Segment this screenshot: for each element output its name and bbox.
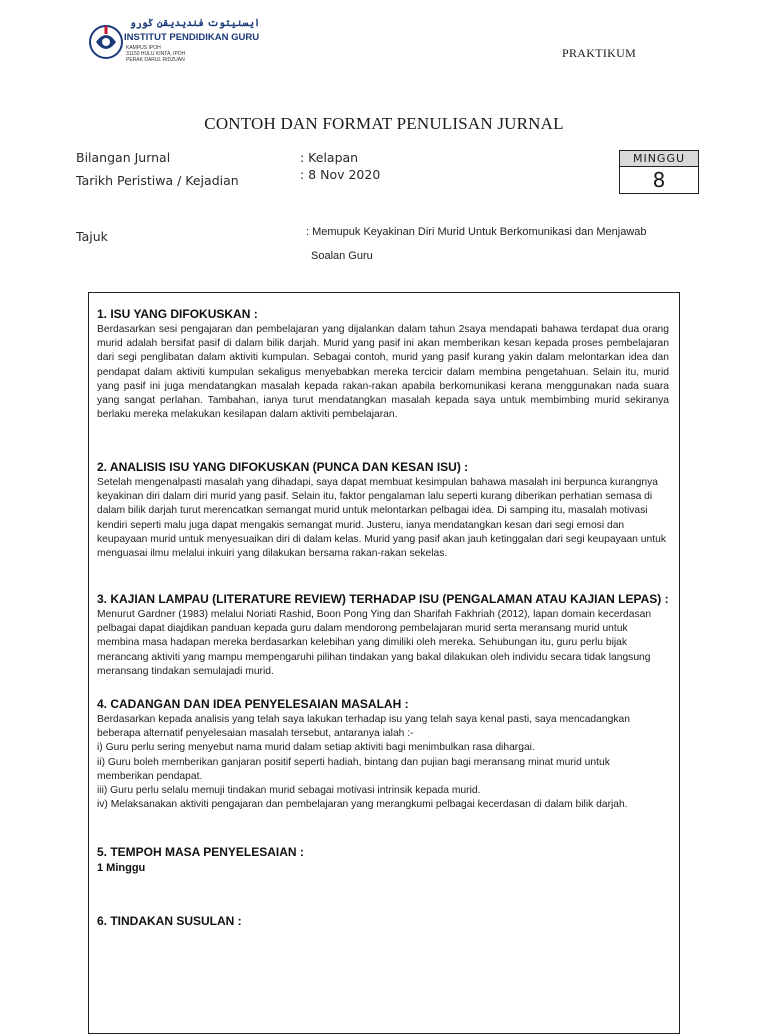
section-heading: 1. ISU YANG DIFOKUSKAN : (97, 307, 258, 321)
tajuk-label: Tajuk (76, 229, 108, 244)
section-body: Menurut Gardner (1983) melalui Noriati Rashid, Boon Pong Ying dan Sharifah Fakhriah (2012), lapan domain kecerdasan pelbagai dapat diajdikan panduan kepada guru dalam mendorong pembelajaran murid serta meransang murid untuk membina masa hadapan mereka berdasarkan kelebihan yang dimiliki oleh mereka. Sehubungan itu, guru perlu bijak merancang aktiviti yang mampu mempengaruhi pilihan tindakan yang bakal dilakukan oleh individu secara tidak langsung meransang tindakan semulajadi murid. (97, 609, 652, 677)
section-heading: 6. TINDAKAN SUSULAN : (97, 914, 242, 928)
tarikh-peristiwa-value: : 8 Nov 2020 (300, 167, 381, 182)
section-heading: 3. KAJIAN LAMPAU (LITERATURE REVIEW) TERHADAP ISU (PENGALAMAN ATAU KAJIAN LEPAS) : (97, 592, 669, 606)
list-item: ii) Guru boleh memberikan ganjaran positif seperti hadiah, bintang dan pujian bagi meransang minat murid untuk memberikan pendapat. (97, 756, 610, 782)
institute-emblem-icon (88, 22, 124, 62)
section-heading: 2. ANALISIS ISU YANG DIFOKUSKAN (PUNCA DAN KESAN ISU) : (97, 460, 469, 474)
section-body: Setelah mengenalpasti masalah yang dihadapi, saya dapat membuat kesimpulan bahawa masalah ini berpunca kurangnya keyakinan diri dalam diri murid yang pasif. Selain itu, faktor pengalaman lalu seperti kurang diberikan perhatian semasa di dalam bilik darjah turut merencatkan semangat murid untuk melontarkan pelbagai idea. Di samping itu, masalah motivasi kendiri seperti malu juga dapat mengakis semangat murid. Justeru, ianya mendatangkan kesan dari segi emosi dan keupayaan murid untuk menyesuaikan diri di dalam kelas. Murid yang pasif akan jauh ketinggalan dari segi keupayaan untuk menguasai ilmu melalui inkuiri yang dilakukan bersama rakan-rakan sekelas. (97, 477, 666, 560)
section-tindakan-susulan (97, 914, 669, 930)
section-heading: 5. TEMPOH MASA PENYELESAIAN : (97, 845, 304, 859)
minggu-label: MINGGU (619, 150, 699, 167)
section-isu (97, 307, 669, 422)
bilangan-jurnal-label: Bilangan Jurnal (76, 150, 171, 165)
list-item: iii) Guru perlu selalu memuji tindakan murid sebagai motivasi intrinsik kepada murid. (97, 785, 481, 797)
section-analisis (97, 460, 669, 561)
section-tempoh (97, 845, 669, 875)
section-cadangan (97, 697, 669, 812)
section-body: Berdasarkan sesi pengajaran dan pembelajaran yang dijalankan dalam tahun 2saya mendapati bahawa terdapat dua orang murid adalah bersifat pasif di dalam bilik darjah. Murid yang pasif ini akan memberikan kesan kepada proses pembelajaran dari segi penglibatan dalam aktiviti kumpulan. Sebagai contoh, murid yang pasif kurang yakin dalam melontarkan idea dan pendapat dalam aktiviti kumpulan sekaligus menyebabkan mereka tercicir dalam membina pengetahuan. Selain itu, murid yang pasif ini juga mendatangkan masalah kepada rakan-rakan apabila berkomunikasi kerana menggunakan nada suara yang sangat perlahan. Tambahan, ianya turut mendatangkan masalah kepada saya untuk membimbing murid sekiranya berlaku mereka melakukan kesilapan dalam aktiviti pembelajaran. (97, 324, 669, 421)
list-item: iv) Melaksanakan aktiviti pengajaran dan pembelajaran yang merangkumi pelbagai kecerdasan di dalam bilik darjah. (97, 799, 628, 811)
logo-address-line: KAMPUS IPOH (126, 45, 161, 51)
logo-jawi-text: ايسنيتوت فنديديقن ݢورو (130, 18, 261, 29)
tajuk-value-line: : Memupuk Keyakinan Diri Murid Untuk Berkomunikasi dan Menjawab (306, 226, 647, 238)
praktikum-label: PRAKTIKUM (562, 46, 637, 60)
tarikh-peristiwa-label: Tarikh Peristiwa / Kejadian (76, 173, 239, 188)
section-kajian-lampau (97, 592, 669, 679)
document-title: CONTOH DAN FORMAT PENULISAN JURNAL (204, 114, 564, 133)
section-heading: 4. CADANGAN DAN IDEA PENYELESAIAN MASALAH : (97, 697, 409, 711)
logo-address-line: PERAK DARUL RIDZUAN (126, 57, 185, 63)
minggu-box (619, 150, 699, 194)
tajuk-value-line: Soalan Guru (311, 250, 373, 262)
section-intro: Berdasarkan kepada analisis yang telah saya lakukan terhadap isu yang telah saya kenal pasti, saya mencadangkan beberapa alternatif penyelesaian masalah tersebut, antaranya ialah :- (97, 714, 630, 740)
tajuk-value (306, 220, 696, 268)
logo-address (126, 45, 185, 63)
institute-logo (88, 18, 261, 70)
logo-address-line: 31150 HULU KINTA, IPOH (126, 51, 186, 57)
journal-content-box (88, 292, 680, 1034)
section-value: 1 Minggu (97, 862, 146, 874)
bilangan-jurnal-value: : Kelapan (300, 150, 359, 165)
logo-institute-name: INSTITUT PENDIDIKAN GURU (124, 32, 260, 43)
minggu-value: 8 (619, 167, 699, 194)
list-item: i) Guru perlu sering menyebut nama murid dalam setiap aktiviti bagi menimbulkan rasa dihargai. (97, 742, 535, 754)
